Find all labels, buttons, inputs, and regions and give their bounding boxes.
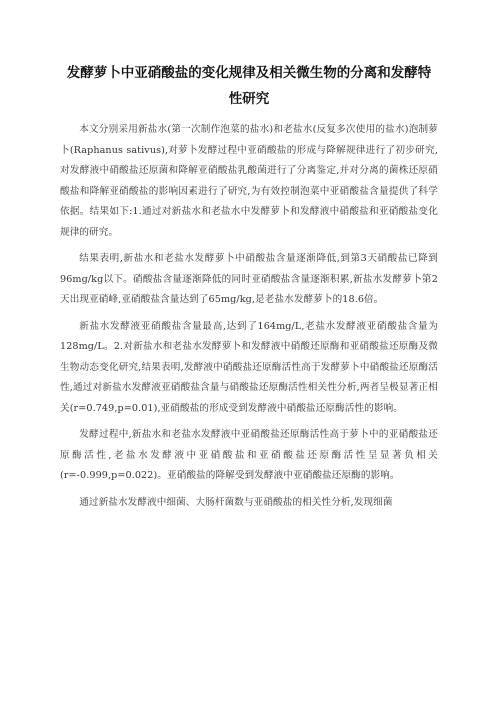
paragraph-3: 新盐水发酵液亚硝酸盐含量最高,达到了164mg/L,老盐水发酵液亚硝酸盐含量为128mg/L。2.对新盐水和老盐水发酵萝卜和发酵液中硝酸还原酶和亚硝酸盐还原酶及微生物动态变化研究,结果表明,发酵液中硝酸盐还原酶活性高于发酵萝卜中硝酸盐还原酶活性,通过对新盐水发酵液亚硝酸盐含量与硝酸盐还原酶活性相关性分析,两者呈极显著正相关(r=0.749,p=0.01),亚硝酸盐的形成受到发酵液中硝酸盐还原酶活性的影响。 <box>60 320 438 414</box>
title-line-1: 发酵萝卜中亚硝酸盐的变化规律及相关微生物的分离和发酵特 <box>66 65 432 81</box>
document-body <box>60 120 438 513</box>
document-title <box>60 60 438 112</box>
paragraph-1: 本文分别采用新盐水(第一次制作泡菜的盐水)和老盐水(反复多次使用的盐水)泡制萝卜(Raphanus sativus),对萝卜发酵过程中亚硝酸盐的形成与降解规律进行了初步研究,对发酵液中硝酸盐还原菌和降解亚硝酸盐乳酸菌进行了分离鉴定,并对分离的菌株还原硝酸盐和降解亚硝酸盐的影响因素进行了研究,为有效控制泡菜中亚硝酸盐含量提供了科学依据。结果如下:1.通过对新盐水和老盐水中发酵萝卜和发酵液中硝酸盐和亚硝酸盐变化规律的研究。 <box>60 124 438 238</box>
paragraph-5: 通过新盐水发酵液中细菌、大肠杆菌数与亚硝酸盐的相关性分析,发现细菌 <box>79 496 393 508</box>
title-line-2: 性研究 <box>228 91 270 107</box>
paragraph-2: 结果表明,新盐水和老盐水发酵萝卜中硝酸盐含量逐渐降低,到第3天硝酸盐已降到96mg/kg以下。硝酸盐含量逐渐降低的同时亚硝酸盐含量逐渐积累,新盐水发酵萝卜第2天出现亚硝峰,亚硝酸盐含量达到了65mg/kg,是老盐水发酵萝卜的18.6倍。 <box>60 253 438 305</box>
paragraph-4: 发酵过程中,新盐水和老盐水发酵液中亚硝酸盐还原酶活性高于萝卜中的亚硝酸盐还原酶活性,老盐水发酵液中亚硝酸盐和亚硝酸盐还原酶活性呈显著负相关(r=-0.999,p=0.022)。亚硝酸盐的降解受到发酵液中亚硝酸盐还原酶的影响。 <box>60 429 438 481</box>
